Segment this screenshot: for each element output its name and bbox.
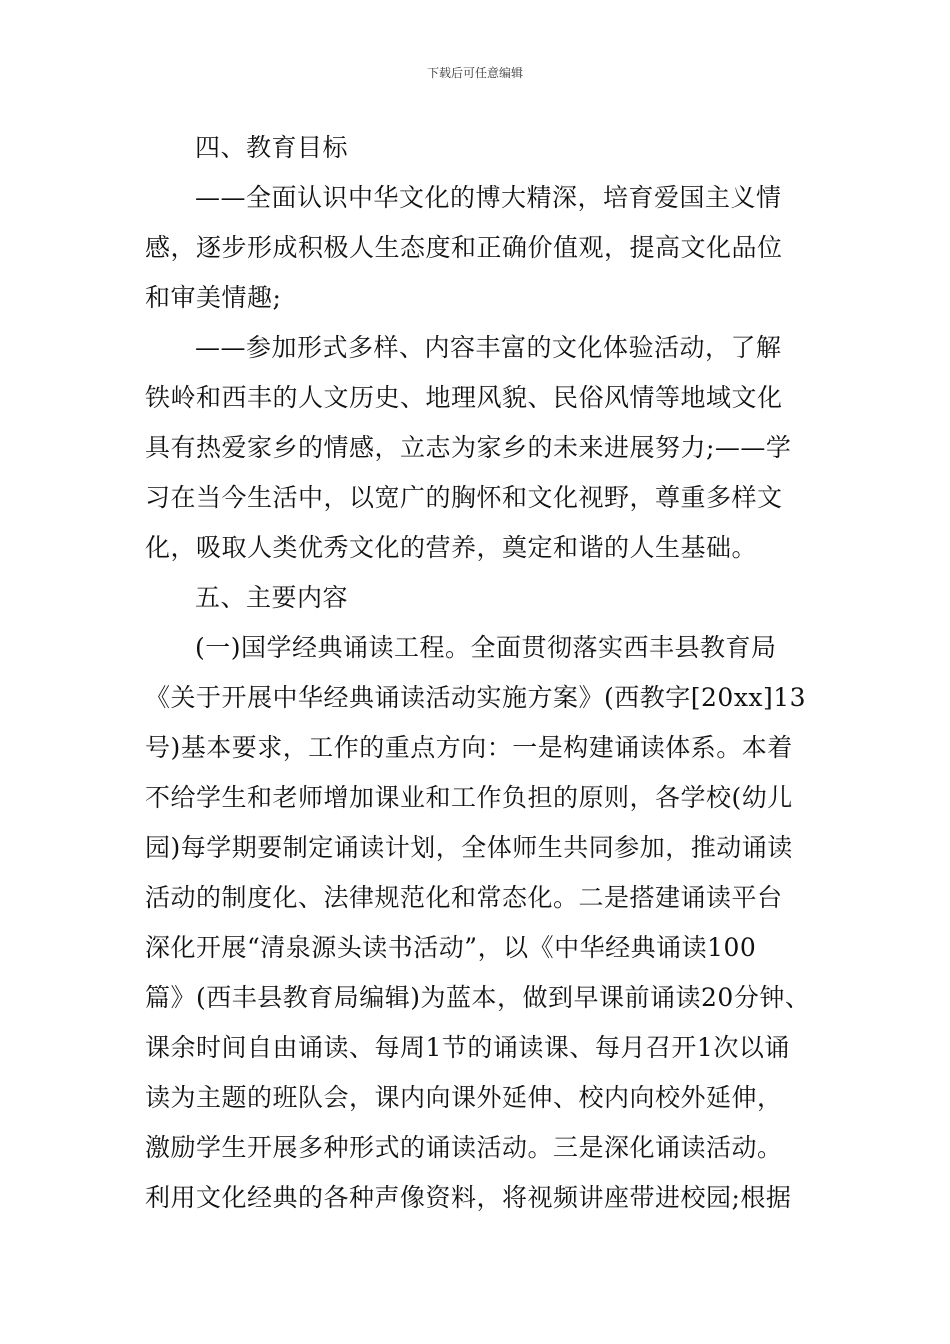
page-header-note: 下载后可任意编辑 xyxy=(426,66,523,80)
text-line: 号)基本要求，工作的重点方向：一是构建诵读体系。本着 xyxy=(145,733,793,762)
text-line: 篇》(西丰县教育局编辑)为蓝本，做到早课前诵读20分钟、 xyxy=(145,983,811,1012)
text-line: 读为主题的班队会，课内向课外延伸、校内向校外延伸， xyxy=(145,1083,783,1112)
text-line: (一)国学经典诵读工程。全面贯彻落实西丰县教育局 xyxy=(195,633,777,662)
text-line: 习在当今生活中，以宽广的胸怀和文化视野，尊重多样文 xyxy=(145,483,783,512)
text-line: 具有热爱家乡的情感，立志为家乡的未来进展努力;——学 xyxy=(145,433,792,462)
text-line: 园)每学期要制定诵读计划，全体师生共同参加，推动诵读 xyxy=(145,833,793,862)
text-line: 《关于开展中华经典诵读活动实施方案》(西教字[20xx]13 xyxy=(145,683,807,712)
section-heading-goals: 四、教育目标 xyxy=(195,133,349,162)
text-line: 化，吸取人类优秀文化的营养，奠定和谐的人生基础。 xyxy=(145,533,758,562)
text-line: ——全面认识中华文化的博大精深，培育爱国主义情 xyxy=(195,183,782,212)
text-line: 活动的制度化、法律规范化和常态化。二是搭建诵读平台 xyxy=(145,883,783,912)
text-line: 课余时间自由诵读、每周1节的诵读课、每月召开1次以诵 xyxy=(145,1033,790,1062)
text-line: 感，逐步形成积极人生态度和正确价值观，提高文化品位 xyxy=(145,233,783,262)
text-line: ——参加形式多样、内容丰富的文化体验活动，了解 xyxy=(195,333,782,362)
section-heading-content: 五、主要内容 xyxy=(195,583,349,612)
text-line: 利用文化经典的各种声像资料，将视频讲座带进校园;根据 xyxy=(145,1183,792,1212)
text-line: 深化开展“清泉源头读书活动”，以《中华经典诵读100 xyxy=(145,933,757,962)
text-line: 和审美情趣; xyxy=(145,283,282,312)
text-line: 铁岭和西丰的人文历史、地理风貌、民俗风情等地域文化 xyxy=(145,383,783,412)
text-line: 不给学生和老师增加课业和工作负担的原则，各学校(幼儿 xyxy=(145,783,793,812)
text-line: 激励学生开展多种形式的诵读活动。三是深化诵读活动。 xyxy=(145,1133,783,1162)
